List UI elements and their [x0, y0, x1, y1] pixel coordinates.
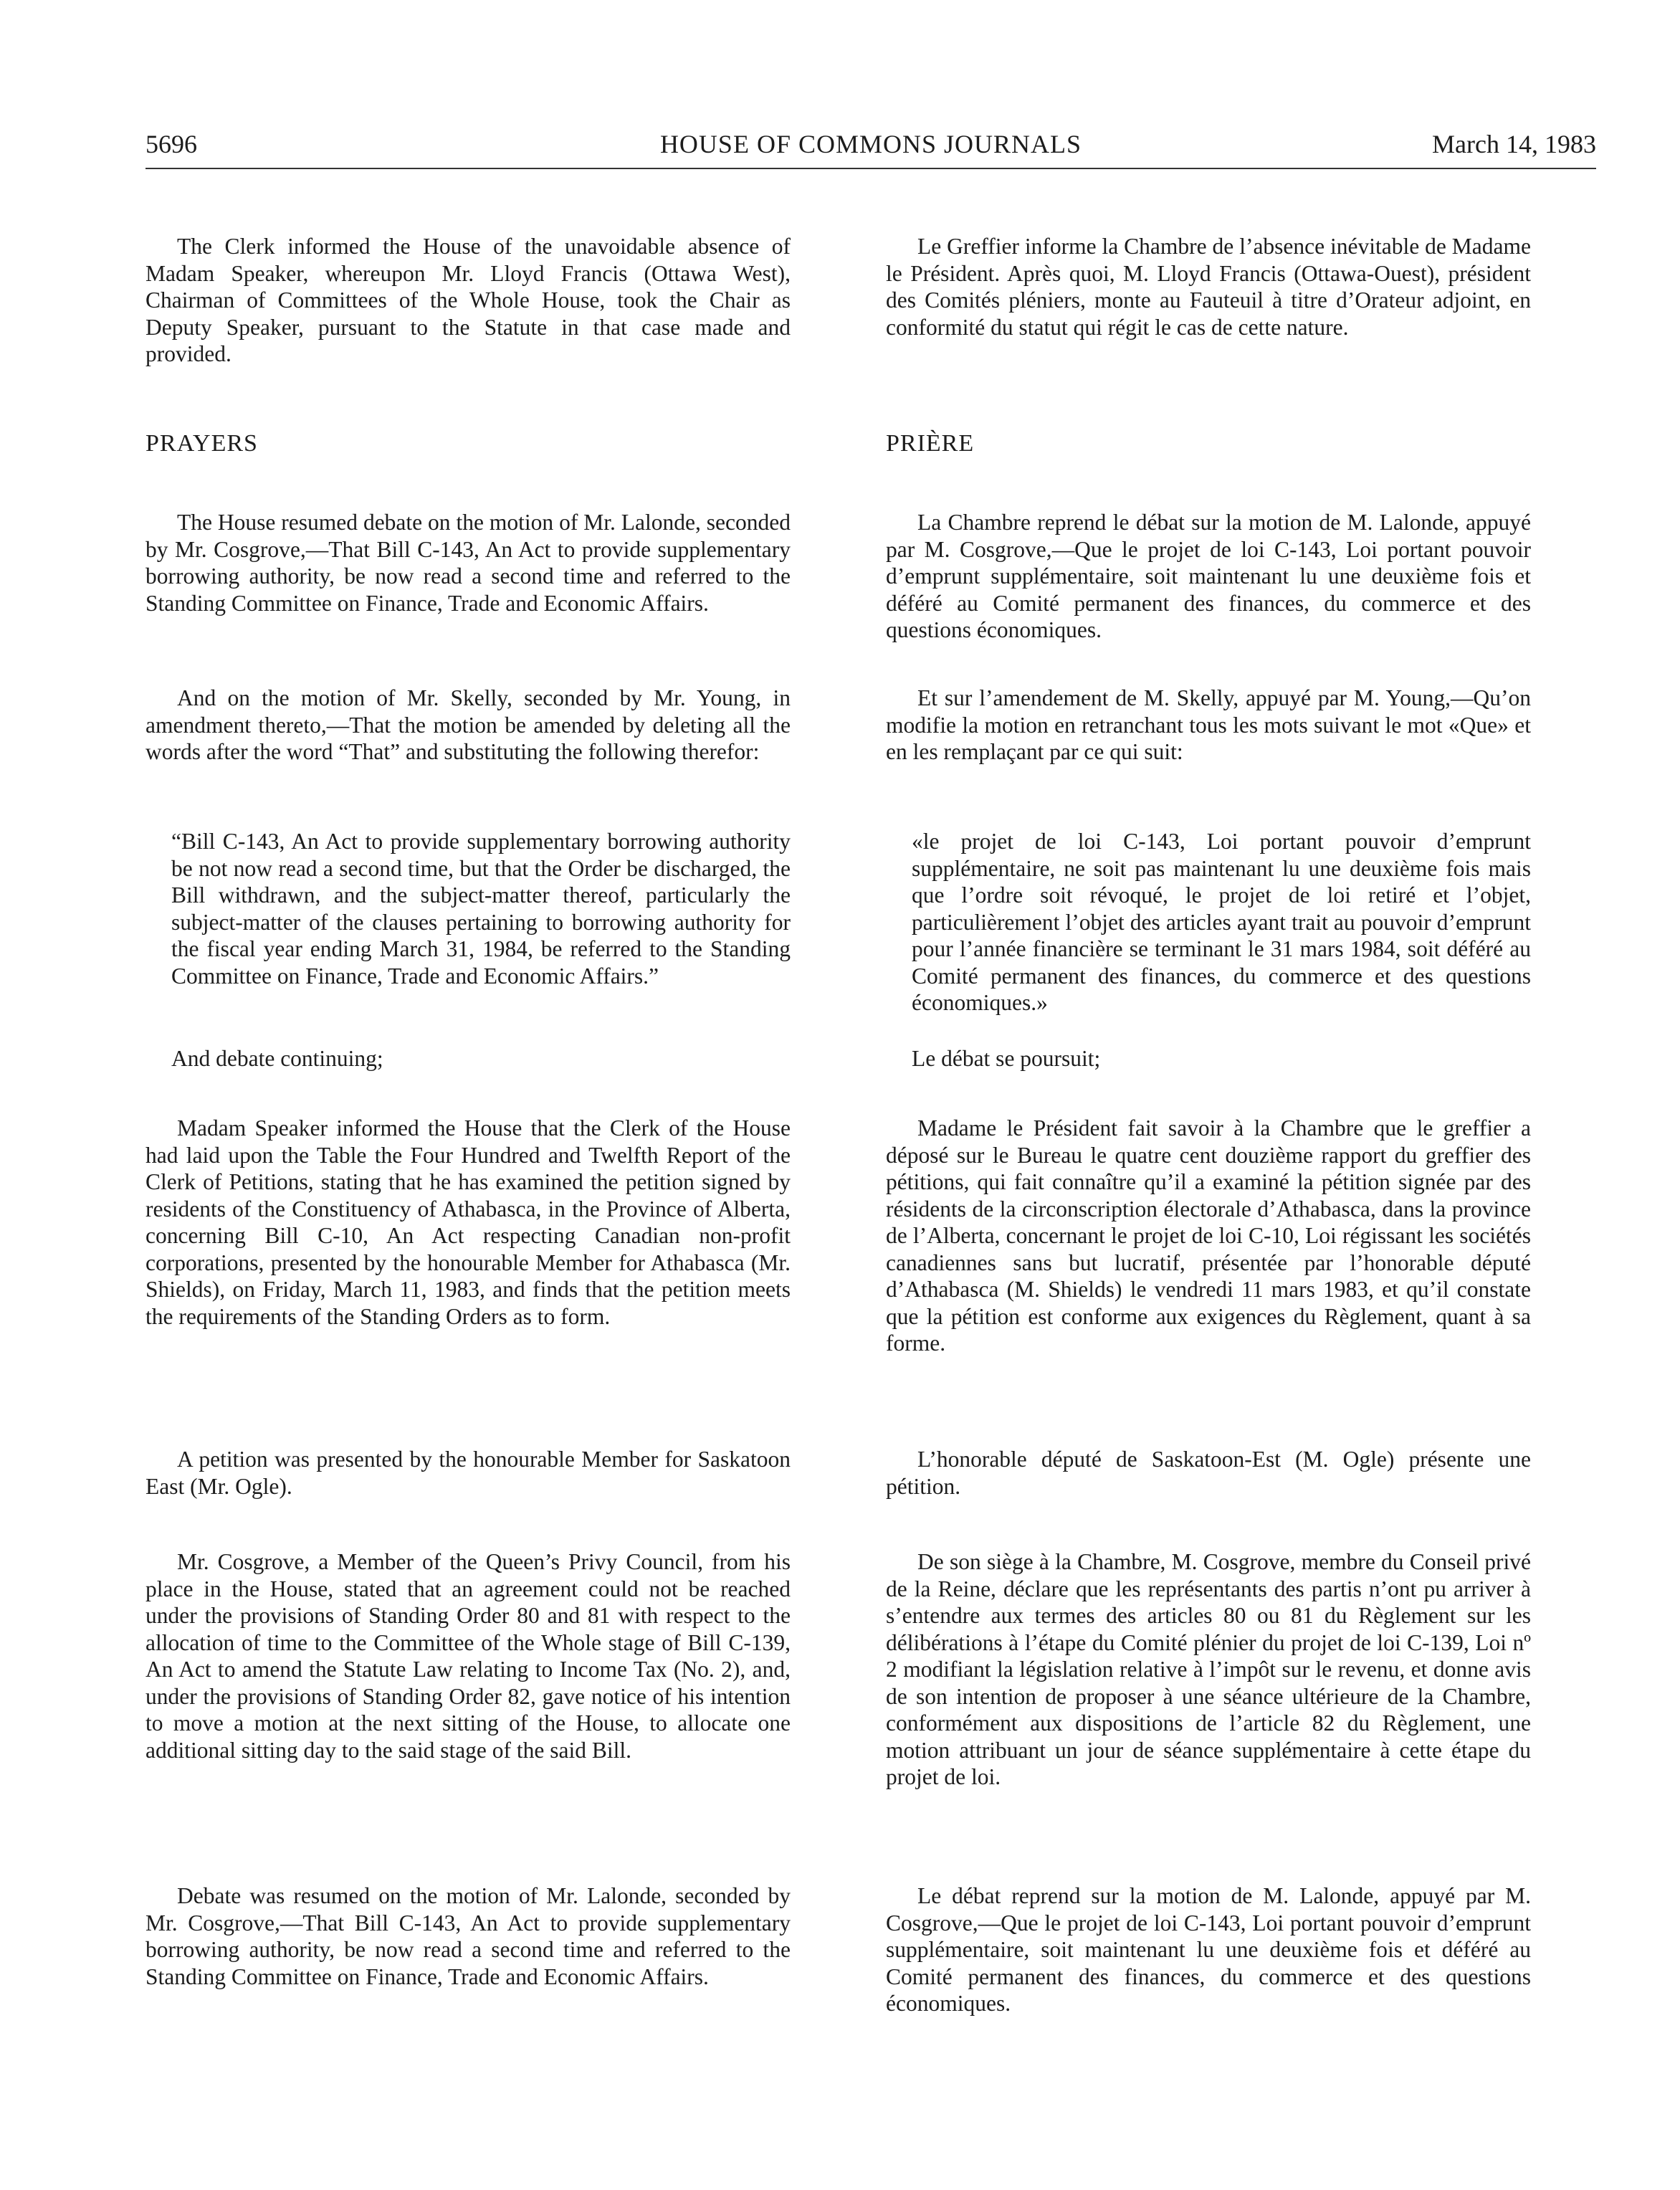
page-number: 5696 — [145, 130, 197, 158]
en-deputy-speaker-paragraph: The Clerk informed the House of the unavoidable absence of Madam Speaker, whereupon Mr. Lloyd Francis (Ottawa West), Chairman of Committees of the Whole House, took the Chair as Deputy Speaker, pursuant to the Statute in that case made and provided. — [145, 234, 791, 366]
en-amendment-paragraph: And on the motion of Mr. Skelly, seconded by Mr. Young, in amendment thereto,—That the motion be amended by deleting all the words after the word “That” and substituting the following therefor: — [145, 685, 791, 764]
fr-section-heading: PRIÈRE — [886, 430, 975, 457]
header-rule — [145, 168, 1596, 169]
fr-petition-report-paragraph: Madame le Président fait savoir à la Chambre que le greffier a déposé sur le Bureau le quatre cent douzième rapport du greffier des pétitions, qui fait connaître qu’il a examiné la pétition signée par des résidents de la circonscription électorale d’Athabasca, dans la province de l’Alberta, concernant le projet de loi C-10, Loi régissant les sociétés canadiennes sans but lucratif, présentée par l’honorable député d’Athabasca (M. Shields) le vendredi 11 mars 1983, et qu’il constate que la pétition est conforme aux exigences du Règlement, quant à sa forme. — [886, 1115, 1531, 1356]
en-petition-report-paragraph: Madam Speaker informed the House that the Clerk of the House had laid upon the Table the Four Hundred and Twelfth Report of the Clerk of Petitions, stating that he has examined the petition signed by residents of the Constituency of Athabasca, in the Province of Alberta, concerning Bill C-10, An Act respecting Canadian non-profit corporations, presented by the honourable Member for Athabasca (Mr. Shields), on Friday, March 11, 1983, and finds that the petition meets the requirements of the Standing Orders as to form. — [145, 1115, 791, 1329]
fr-petition-presented-paragraph: L’honorable député de Saskatoon-Est (M. Ogle) présente une pétition. — [886, 1447, 1531, 1499]
fr-debate-resumed-paragraph: Le débat reprend sur la motion de M. Lalonde, appuyé par M. Cosgrove,—Que le projet de loi C-143, Loi portant pouvoir d’emprunt supplémentaire, soit maintenant lu une deuxième fois et déféré au Comité permanent des finances, du commerce et des questions économiques. — [886, 1883, 1531, 2016]
fr-resumed-debate-paragraph: La Chambre reprend le débat sur la motion de M. Lalonde, appuyé par M. Cosgrove,—Que le projet de loi C-143, Loi portant pouvoir d’emprunt supplémentaire, soit maintenant lu une deuxième fois et déféré au Comité permanent des finances, du commerce et des questions économiques. — [886, 510, 1531, 642]
fr-amendment-quote: «le projet de loi C-143, Loi portant pouvoir d’emprunt supplémentaire, ne soit pas maintenant lu une deuxième fois mais que l’ordre soit révoqué, le projet de loi retiré et l’objet, particulièrement l’objet des articles ayant trait au pouvoir d’emprunt pour l’année financière se terminant le 31 mars 1984, soit déféré au Comité permanent des finances, du commerce et des questions économiques.» — [912, 829, 1531, 1015]
journal-date: March 14, 1983 — [1432, 130, 1596, 158]
en-petition-presented-paragraph: A petition was presented by the honourable Member for Saskatoon East (Mr. Ogle). — [145, 1447, 791, 1499]
fr-debate-continuing: Le débat se poursuit; — [912, 1046, 1101, 1071]
fr-time-allocation-paragraph: De son siège à la Chambre, M. Cosgrove, membre du Conseil privé de la Reine, déclare que les représentants des partis n’ont pu arriver à s’entendre aux termes des articles 80 ou 81 du Règlement sur les délibérations à l’étape du Comité plénier du projet de loi C-139, Loi nº 2 modifiant la législation relative à l’impôt sur le revenu, et donne avis de son intention de proposer à une séance ultérieure de la Chambre, conformément aux dispositions de l’article 82 du Règlement, une motion attribuant un jour de séance supplémentaire à cette étape du projet de loi. — [886, 1549, 1531, 1789]
en-resumed-debate-paragraph: The House resumed debate on the motion of Mr. Lalonde, seconded by Mr. Cosgrove,—That Bill C-143, An Act to provide supplementary borrowing authority, be now read a second time and referred to the Standing Committee on Finance, Trade and Economic Affairs. — [145, 510, 791, 616]
en-section-heading: PRAYERS — [145, 430, 258, 457]
en-amendment-quote: “Bill C-143, An Act to provide supplementary borrowing authority be not now read a second time, but that the Order be discharged, the Bill withdrawn, and the subject-matter thereof, particularly the subject-matter of the clauses pertaining to borrowing authority for the fiscal year ending March 31, 1984, be referred to the Standing Committee on Finance, Trade and Economic Affairs.” — [171, 829, 791, 989]
journal-title: HOUSE OF COMMONS JOURNALS — [659, 130, 1082, 158]
en-debate-continuing: And debate continuing; — [171, 1046, 383, 1071]
en-time-allocation-paragraph: Mr. Cosgrove, a Member of the Queen’s Privy Council, from his place in the House, stated that an agreement could not be reached under the provisions of Standing Order 80 and 81 with respect to the allocation of time to the Committee of the Whole stage of Bill C-139, An Act to amend the Statute Law relating to Income Tax (No. 2), and, under the provisions of Standing Order 82, gave notice of his intention to move a motion at the next sitting of the House, to allocate one additional sitting day to the said stage of the said Bill. — [145, 1549, 791, 1763]
fr-deputy-speaker-paragraph: Le Greffier informe la Chambre de l’absence inévitable de Madame le Président. Après quoi, M. Lloyd Francis (Ottawa-Ouest), président des Comités pléniers, monte au Fauteuil à titre d’Orateur adjoint, en conformité du statut qui régit le cas de cette nature. — [886, 234, 1531, 340]
page-header — [145, 129, 1596, 166]
en-debate-resumed-paragraph: Debate was resumed on the motion of Mr. Lalonde, seconded by Mr. Cosgrove,—That Bill C-143, An Act to provide supplementary borrowing authority, be now read a second time and referred to the Standing Committee on Finance, Trade and Economic Affairs. — [145, 1883, 791, 1989]
fr-amendment-paragraph: Et sur l’amendement de M. Skelly, appuyé par M. Young,—Qu’on modifie la motion en retranchant tous les mots suivant le mot «Que» et en les remplaçant par ce qui suit: — [886, 685, 1531, 764]
